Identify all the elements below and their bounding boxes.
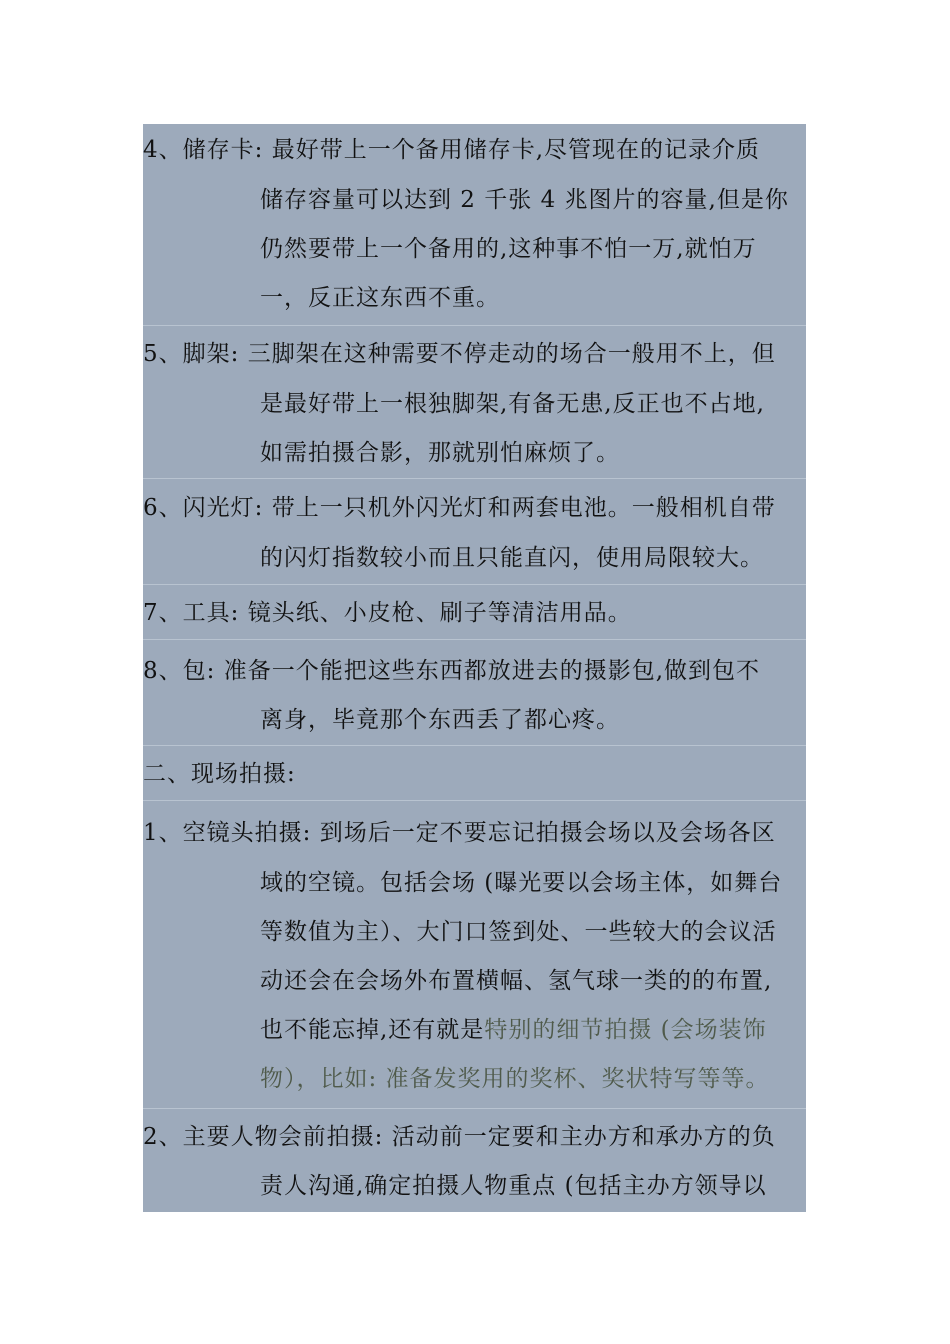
section-heading-onsite [143, 745, 806, 801]
text-line: 是最好带上一根独脚架,有备无患,反正也不占地, [260, 391, 765, 417]
text-line: 物），比如: 准备发奖用的奖杯、奖状特写等等。 [260, 1066, 770, 1092]
text-line: 责人沟通,确定拍摄人物重点 (包括主办方领导以 [260, 1173, 767, 1199]
text-line: 域的空镜。包括会场 (曝光要以会场主体，如舞台 [260, 870, 783, 896]
item-flash [143, 478, 806, 585]
text-line: 7、工具: 镜头纸、小皮枪、刷子等清洁用品。 [143, 600, 632, 626]
section-title: 二、现场拍摄: [143, 761, 296, 787]
text-line: 储存容量可以达到 2 千张 4 兆图片的容量,但是你 [260, 187, 789, 213]
text-line: 一，反正这东西不重。 [260, 285, 500, 311]
item-tools [143, 584, 806, 640]
text-line: 等数值为主）、大门口签到处、一些较大的会议活 [260, 919, 777, 945]
text-line: 8、包: 准备一个能把这些东西都放进去的摄影包,做到包不 [143, 658, 761, 684]
text-line: 离身，毕竟那个东西丢了都心疼。 [260, 707, 620, 733]
text-line: 仍然要带上一个备用的,这种事不怕一万,就怕万 [260, 236, 757, 262]
text-line: 5、脚架: 三脚架在这种需要不停走动的场合一般用不上，但 [143, 341, 776, 367]
text-line: 2、主要人物会前拍摄: 活动前一定要和主办方和承办方的负 [143, 1124, 776, 1150]
text-line: 6、闪光灯: 带上一只机外闪光灯和两套电池。一般相机自带 [143, 495, 776, 521]
text-line: 4、储存卡: 最好带上一个备用储存卡,尽管现在的记录介质 [143, 137, 761, 163]
item-storage-card [143, 124, 806, 325]
item-tripod [143, 325, 806, 479]
text-line: 动还会在会场外布置横幅、氢气球一类的的布置, [260, 968, 773, 994]
document-panel [143, 124, 806, 1212]
highlight-text: 特别的细节拍摄 (会场装饰 [484, 1017, 767, 1043]
text-line [260, 1005, 767, 1055]
text-line: 的闪灯指数较小而且只能直闪，使用局限较大。 [260, 545, 764, 571]
text-line: 如需拍摄合影，那就别怕麻烦了。 [260, 440, 620, 466]
item-bag [143, 639, 806, 746]
item-key-people [143, 1108, 806, 1213]
item-empty-shots [143, 800, 806, 1109]
text-segment: 也不能忘掉,还有就是 [260, 1017, 485, 1043]
text-line: 1、空镜头拍摄: 到场后一定不要忘记拍摄会场以及会场各区 [143, 820, 776, 846]
